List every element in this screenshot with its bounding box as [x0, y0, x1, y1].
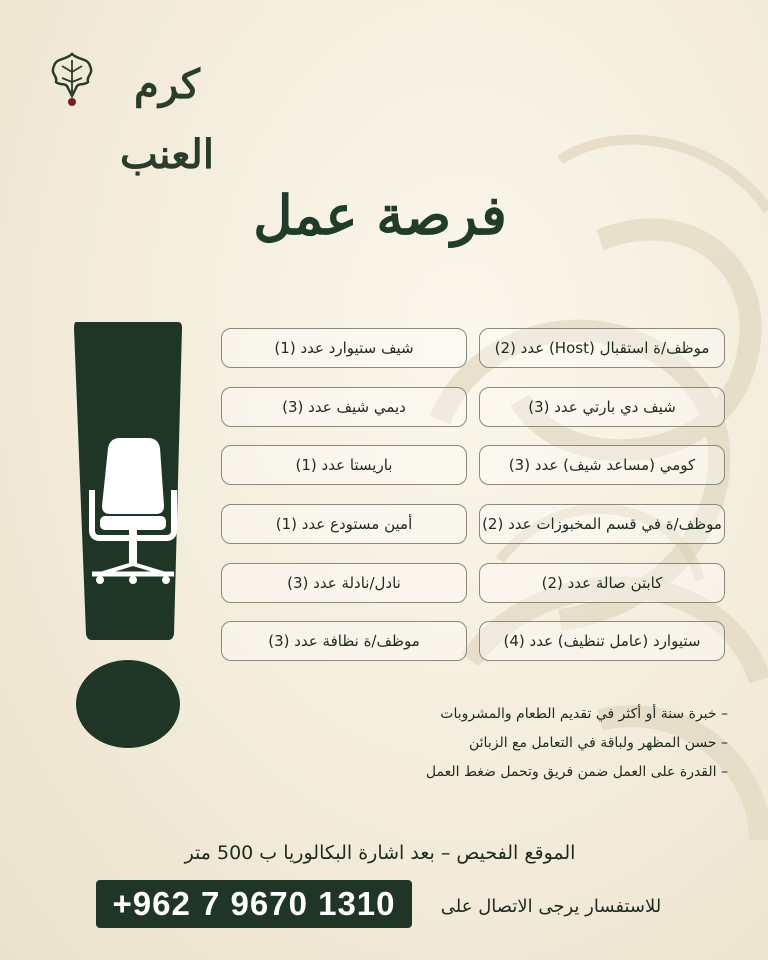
page-title: فرصة عمل: [253, 183, 507, 247]
job-item: باريستا عدد (1): [221, 445, 467, 485]
phone-number: +962 7 9670 1310: [96, 880, 412, 928]
contact-label: للاستفسار يرجى الاتصال على: [440, 896, 662, 917]
job-item: شيف دي بارتي عدد (3): [479, 387, 725, 427]
job-item: نادل/نادلة عدد (3): [221, 563, 467, 603]
location-text: الموقع الفحيص – بعد اشارة البكالوريا ب 500 متر: [184, 842, 576, 864]
brand-logo-text: كرم العنب: [120, 61, 214, 178]
job-item: موظف/ة استقبال (Host) عدد (2): [479, 328, 725, 368]
job-item: ديمي شيف عدد (3): [221, 387, 467, 427]
job-item: أمين مستودع عدد (1): [221, 504, 467, 544]
requirement-item: – حسن المظهر ولباقة في التعامل مع الزبائن: [469, 735, 728, 751]
job-item: ستيوارد (عامل تنظيف) عدد (4): [479, 621, 725, 661]
job-item: كابتن صالة عدد (2): [479, 563, 725, 603]
requirement-item: – خبرة سنة أو أكثر في تقديم الطعام والمشروبات: [440, 706, 728, 722]
requirement-item: – القدرة على العمل ضمن فريق وتحمل ضغط العمل: [425, 764, 728, 780]
job-item: كومي (مساعد شيف) عدد (3): [479, 445, 725, 485]
job-item: شيف ستيوارد عدد (1): [221, 328, 467, 368]
job-item: موظف/ة في قسم المخبوزات عدد (2): [479, 504, 725, 544]
exclamation-mark-icon: [70, 318, 186, 748]
requirements-list: [368, 700, 728, 787]
grape-leaf-icon: [48, 50, 96, 108]
job-item: موظف/ة نظافة عدد (3): [221, 621, 467, 661]
